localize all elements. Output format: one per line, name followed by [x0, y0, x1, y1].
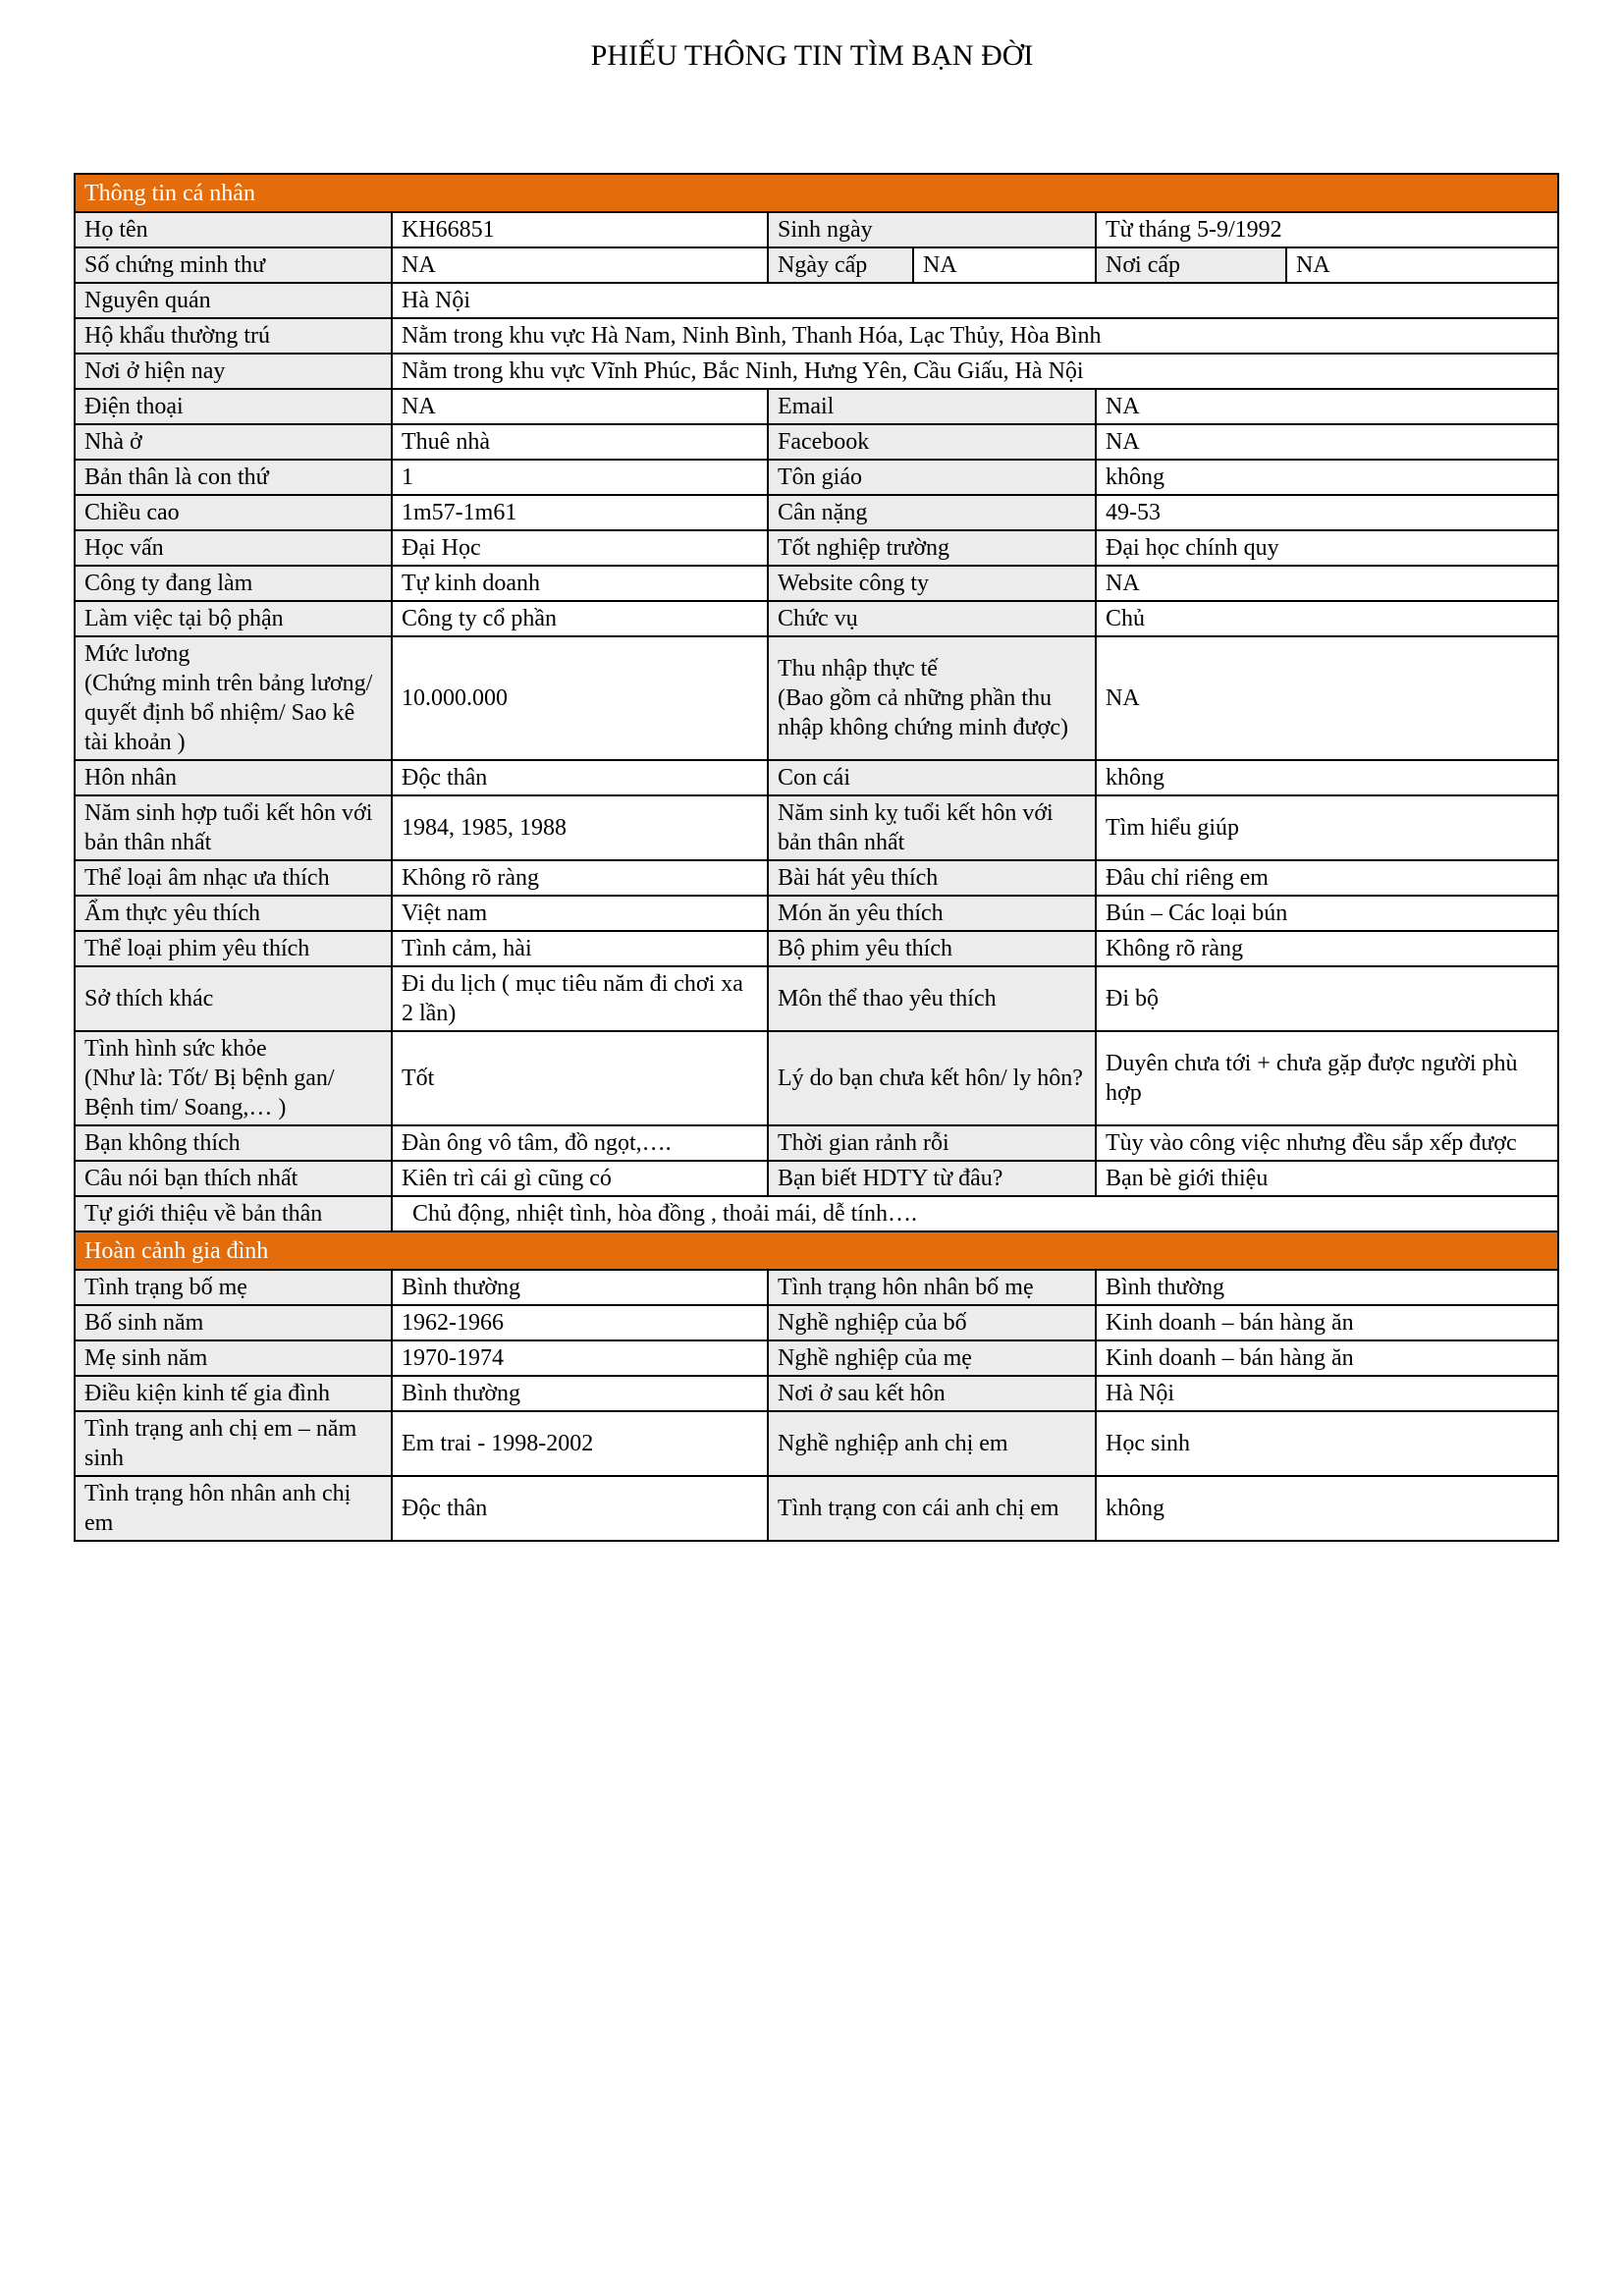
label-suc-khoe-note: (Như là: Tốt/ Bị bệnh gan/ Bệnh tim/ Soang,… )	[84, 1066, 335, 1121]
value-nghe-me: Kinh doanh – bán hàng ăn	[1096, 1340, 1558, 1376]
label-nghe-bo: Nghề nghiệp của bố	[768, 1305, 1096, 1340]
label-suc-khoe	[75, 1031, 392, 1125]
label-khong-thich: Bạn không thích	[75, 1125, 392, 1161]
value-thu-nhap: NA	[1096, 636, 1558, 760]
value-bai-hat: Đâu chỉ riêng em	[1096, 860, 1558, 896]
value-am-thuc: Việt nam	[392, 896, 768, 931]
value-nghe-anh-chi-em: Học sinh	[1096, 1411, 1558, 1476]
label-bo-sinh: Bố sinh năm	[75, 1305, 392, 1340]
value-noi-cap: NA	[1286, 247, 1558, 283]
label-con-thu: Bản thân là con thứ	[75, 460, 392, 495]
value-mon-an: Bún – Các loại bún	[1096, 896, 1558, 931]
label-cau-noi: Câu nói bạn thích nhất	[75, 1161, 392, 1196]
label-am-thuc: Ẩm thực yêu thích	[75, 896, 392, 931]
label-muc-luong-note: (Chứng minh trên bảng lương/ quyết định bổ nhiệm/ Sao kê tài khoản )	[84, 671, 373, 755]
label-tot-nghiep: Tốt nghiệp trường	[768, 530, 1096, 566]
label-kinh-te: Điều kiện kinh tế gia đình	[75, 1376, 392, 1411]
value-bo-me: Bình thường	[392, 1270, 768, 1305]
value-ho-ten: KH66851	[392, 212, 768, 247]
label-can-nang: Cân nặng	[768, 495, 1096, 530]
label-ho-khau: Hộ khẩu thường trú	[75, 318, 392, 354]
label-ranh-roi: Thời gian rảnh rỗi	[768, 1125, 1096, 1161]
value-ky-tuoi: Tìm hiểu giúp	[1096, 795, 1558, 860]
value-sinh-ngay: Từ tháng 5-9/1992	[1096, 212, 1558, 247]
label-nha-o: Nhà ở	[75, 424, 392, 460]
label-ky-tuoi: Năm sinh kỵ tuổi kết hôn với bản thân nhất	[768, 795, 1096, 860]
label-nghe-anh-chi-em: Nghề nghiệp anh chị em	[768, 1411, 1096, 1476]
value-chuc-vu: Chủ	[1096, 601, 1558, 636]
label-facebook: Facebook	[768, 424, 1096, 460]
value-biet-hdty: Bạn bè giới thiệu	[1096, 1161, 1558, 1196]
value-so-thich: Đi du lịch ( mục tiêu năm đi chơi xa 2 lần)	[392, 966, 768, 1031]
value-bo-phan: Công ty cổ phần	[392, 601, 768, 636]
label-me-sinh: Mẹ sinh năm	[75, 1340, 392, 1376]
label-con-cai: Con cái	[768, 760, 1096, 795]
value-nha-o: Thuê nhà	[392, 424, 768, 460]
label-chieu-cao: Chiều cao	[75, 495, 392, 530]
section-header-family: Hoàn cảnh gia đình	[75, 1231, 1558, 1270]
value-bo-phim: Không rõ ràng	[1096, 931, 1558, 966]
value-email: NA	[1096, 389, 1558, 424]
label-thu-nhap-title: Thu nhập thực tế	[778, 656, 938, 682]
value-noi-o-sau: Hà Nội	[1096, 1376, 1558, 1411]
label-sinh-ngay: Sinh ngày	[768, 212, 1096, 247]
label-muc-luong	[75, 636, 392, 760]
value-facebook: NA	[1096, 424, 1558, 460]
label-hon-nhan-anh-chi-em: Tình trạng hôn nhân anh chị em	[75, 1476, 392, 1541]
value-the-thao: Đi bộ	[1096, 966, 1558, 1031]
label-thu-nhap	[768, 636, 1096, 760]
value-dien-thoai: NA	[392, 389, 768, 424]
label-noi-o-sau: Nơi ở sau kết hôn	[768, 1376, 1096, 1411]
value-cong-ty: Tự kinh doanh	[392, 566, 768, 601]
value-ho-khau: Nằm trong khu vực Hà Nam, Ninh Bình, Thanh Hóa, Lạc Thủy, Hòa Bình	[392, 318, 1558, 354]
label-the-loai-phim: Thể loại phim yêu thích	[75, 931, 392, 966]
value-nghe-bo: Kinh doanh – bán hàng ăn	[1096, 1305, 1558, 1340]
label-biet-hdty: Bạn biết HDTY từ đâu?	[768, 1161, 1096, 1196]
info-form-table	[74, 173, 1559, 1542]
value-ly-do: Duyên chưa tới + chưa gặp được người phù hợp	[1096, 1031, 1558, 1125]
value-suc-khoe: Tốt	[392, 1031, 768, 1125]
value-con-cai: không	[1096, 760, 1558, 795]
label-so-thich: Sở thích khác	[75, 966, 392, 1031]
label-bo-phim: Bộ phim yêu thích	[768, 931, 1096, 966]
value-con-thu: 1	[392, 460, 768, 495]
label-hoc-van: Học vấn	[75, 530, 392, 566]
page-title: PHIẾU THÔNG TIN TÌM BẠN ĐỜI	[590, 39, 1034, 72]
value-can-nang: 49-53	[1096, 495, 1558, 530]
value-noi-o: Nằm trong khu vực Vĩnh Phúc, Bắc Ninh, Hưng Yên, Cầu Giấu, Hà Nội	[392, 354, 1558, 389]
label-cmt: Số chứng minh thư	[75, 247, 392, 283]
label-bo-me: Tình trạng bố mẹ	[75, 1270, 392, 1305]
value-hon-nhan-bo-me: Bình thường	[1096, 1270, 1558, 1305]
value-anh-chi-em: Em trai - 1998-2002	[392, 1411, 768, 1476]
value-ton-giao: không	[1096, 460, 1558, 495]
label-noi-cap: Nơi cấp	[1096, 247, 1286, 283]
value-kinh-te: Bình thường	[392, 1376, 768, 1411]
label-am-nhac: Thể loại âm nhạc ưa thích	[75, 860, 392, 896]
value-ngay-cap: NA	[913, 247, 1096, 283]
label-thu-nhap-note: (Bao gồm cả những phần thu nhập không chứng minh được)	[778, 685, 1068, 740]
label-noi-o: Nơi ở hiện nay	[75, 354, 392, 389]
value-con-cai-anh-chi-em: không	[1096, 1476, 1558, 1541]
section-header-personal: Thông tin cá nhân	[75, 174, 1558, 212]
label-nguyen-quan: Nguyên quán	[75, 283, 392, 318]
value-the-loai-phim: Tình cảm, hài	[392, 931, 768, 966]
value-bo-sinh: 1962-1966	[392, 1305, 768, 1340]
label-chuc-vu: Chức vụ	[768, 601, 1096, 636]
label-suc-khoe-title: Tình hình sức khỏe	[84, 1036, 267, 1062]
value-hop-tuoi: 1984, 1985, 1988	[392, 795, 768, 860]
label-muc-luong-title: Mức lương	[84, 641, 190, 667]
label-nghe-me: Nghề nghiệp của mẹ	[768, 1340, 1096, 1376]
value-me-sinh: 1970-1974	[392, 1340, 768, 1376]
label-the-thao: Môn thể thao yêu thích	[768, 966, 1096, 1031]
value-muc-luong: 10.000.000	[392, 636, 768, 760]
label-hon-nhan-bo-me: Tình trạng hôn nhân bố mẹ	[768, 1270, 1096, 1305]
label-email: Email	[768, 389, 1096, 424]
value-cmt: NA	[392, 247, 768, 283]
label-ngay-cap: Ngày cấp	[768, 247, 913, 283]
value-chieu-cao: 1m57-1m61	[392, 495, 768, 530]
label-ton-giao: Tôn giáo	[768, 460, 1096, 495]
label-ly-do: Lý do bạn chưa kết hôn/ ly hôn?	[768, 1031, 1096, 1125]
value-tot-nghiep: Đại học chính quy	[1096, 530, 1558, 566]
value-hon-nhan-anh-chi-em: Độc thân	[392, 1476, 768, 1541]
label-dien-thoai: Điện thoại	[75, 389, 392, 424]
label-mon-an: Món ăn yêu thích	[768, 896, 1096, 931]
value-hoc-van: Đại Học	[392, 530, 768, 566]
label-con-cai-anh-chi-em: Tình trạng con cái anh chị em	[768, 1476, 1096, 1541]
value-nguyen-quan: Hà Nội	[392, 283, 1558, 318]
value-cau-noi: Kiên trì cái gì cũng có	[392, 1161, 768, 1196]
value-ranh-roi: Tùy vào công việc nhưng đều sắp xếp được	[1096, 1125, 1558, 1161]
value-hon-nhan: Độc thân	[392, 760, 768, 795]
label-gioi-thieu: Tự giới thiệu về bản thân	[75, 1196, 392, 1231]
value-am-nhac: Không rõ ràng	[392, 860, 768, 896]
label-hon-nhan: Hôn nhân	[75, 760, 392, 795]
value-gioi-thieu: Chủ động, nhiệt tình, hòa đồng , thoải mái, dễ tính….	[392, 1196, 1558, 1231]
label-hop-tuoi: Năm sinh hợp tuổi kết hôn với bản thân nhất	[75, 795, 392, 860]
label-bai-hat: Bài hát yêu thích	[768, 860, 1096, 896]
value-khong-thich: Đàn ông vô tâm, đồ ngọt,….	[392, 1125, 768, 1161]
label-cong-ty: Công ty đang làm	[75, 566, 392, 601]
label-bo-phan: Làm việc tại bộ phận	[75, 601, 392, 636]
label-anh-chi-em: Tình trạng anh chị em – năm sinh	[75, 1411, 392, 1476]
label-ho-ten: Họ tên	[75, 212, 392, 247]
value-website: NA	[1096, 566, 1558, 601]
label-website: Website công ty	[768, 566, 1096, 601]
